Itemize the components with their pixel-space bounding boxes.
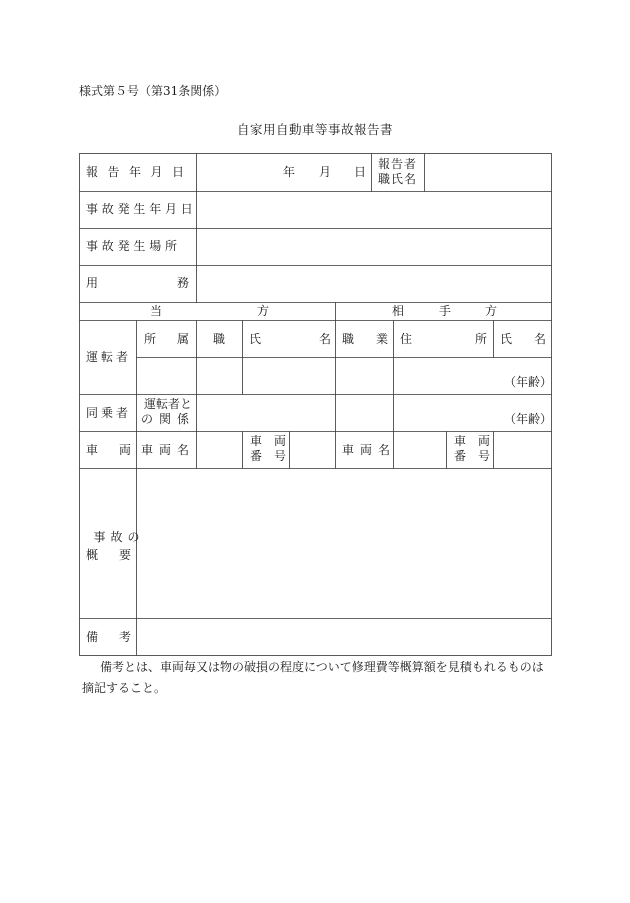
business-label-1: 用 (86, 276, 99, 290)
relation-to-driver-label: 運転者と の関係 (141, 397, 196, 426)
own-side-header-2: 方 (257, 304, 270, 318)
own-vehicle-number-label: 車両 番号 (250, 434, 299, 463)
other-side-header-3: 方 (485, 304, 498, 318)
occupation-header-1: 職 (342, 332, 355, 346)
other-name-header-2: 名 (534, 332, 547, 346)
report-date-year-label: 年 (283, 165, 296, 179)
affiliation-header-2: 属 (177, 332, 190, 346)
passenger-label: 同乗者 (86, 406, 132, 420)
name-header-2: 名 (319, 332, 332, 346)
own-side-header-1: 当 (150, 304, 163, 318)
form-number: 様式第５号（第31条関係） (79, 84, 227, 98)
remarks-note: 備考とは、車両毎又は物の破損の程度について修理費等概算額を見積もれるものは摘記すること。 (82, 660, 544, 695)
name-header-1: 氏 (249, 332, 262, 346)
vehicle-label-1: 車 (86, 443, 99, 457)
own-vehicle-name-label: 車両名 (141, 443, 196, 457)
report-date-month-label: 月 (319, 165, 332, 179)
address-header-1: 住 (400, 332, 413, 346)
document-title: 自家用自動車等事故報告書 (236, 122, 393, 137)
accident-summary-label: 事故の 概要 (86, 530, 153, 562)
address-header-2: 所 (475, 332, 488, 346)
position-header: 職 (213, 332, 226, 346)
other-vehicle-name-label: 車両名 (342, 443, 397, 457)
report-date-day-label: 日 (354, 165, 367, 179)
driver-age-label: （年齢） (504, 375, 553, 389)
accident-date-label: 事故発生年月日 (86, 202, 197, 216)
other-side-header-1: 相 (392, 304, 405, 318)
vehicle-label-2: 両 (119, 443, 132, 457)
other-name-header-1: 氏 (500, 332, 513, 346)
business-label-2: 務 (177, 276, 190, 290)
report-date-label: 報告年月日 (86, 165, 194, 179)
remarks-label-1: 備 (86, 630, 99, 644)
other-side-header-2: 手 (439, 304, 452, 318)
other-vehicle-number-label: 車両 番号 (454, 434, 503, 463)
affiliation-header-1: 所 (144, 332, 157, 346)
accident-place-label: 事故発生場所 (86, 239, 181, 253)
occupation-header-2: 業 (376, 332, 389, 346)
remarks-label-2: 考 (119, 630, 132, 644)
driver-label: 運転者 (86, 350, 132, 364)
passenger-age-label: （年齢） (504, 412, 553, 426)
reporter-title-label: 報告者 職氏名 (378, 157, 418, 186)
